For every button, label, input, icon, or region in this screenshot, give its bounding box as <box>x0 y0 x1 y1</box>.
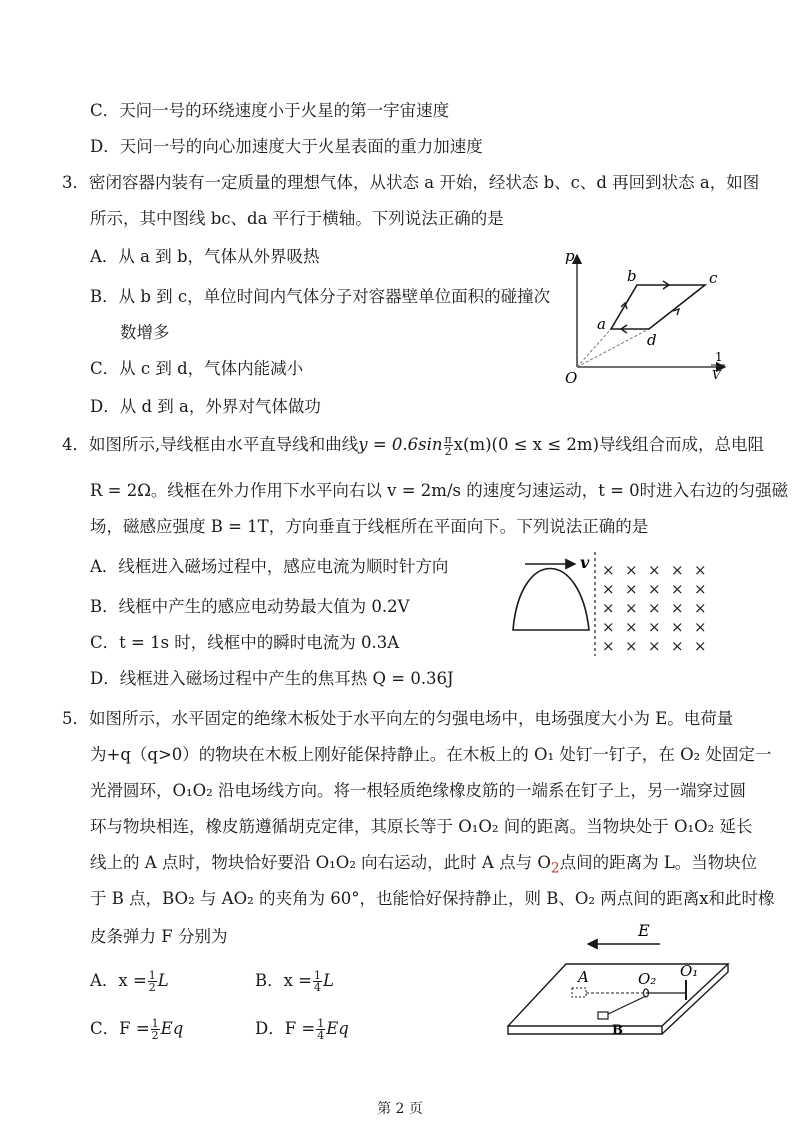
field-cross: × <box>694 580 707 598</box>
q4-stem-line2: R = 2Ω。线框在外力作用下水平向右以 v = 2m/s 的速度匀速运动，t = 0时进入右边的匀强磁 <box>90 481 789 500</box>
q4-field-diagram <box>505 548 730 660</box>
q3-dash-d <box>577 329 649 367</box>
q3-label-c: c <box>709 269 718 287</box>
q3-label-d: d <box>647 331 657 349</box>
q3-stem-line1: 3．密闭容器内装有一定质量的理想气体，从状态 a 开始，经状态 b、c、d 再回到状态 a，如图 <box>62 173 760 192</box>
field-cross: × <box>671 599 684 617</box>
q4-magnetic-field-crosses <box>602 561 707 655</box>
q5-stem-line6: 于 B 点，BO₂ 与 AO₂ 的夹角为 60°，也能恰好保持静止，则 B、O₂ 两点间的距离x和此时橡 <box>90 889 775 908</box>
field-cross: × <box>694 618 707 636</box>
q4-stem-line3: 场，磁感应强度 B = 1T，方向垂直于线框所在平面向下。下列说法正确的是 <box>90 517 649 536</box>
q3-label-x-num: 1 <box>715 350 723 364</box>
q5-block-b <box>598 1012 608 1019</box>
q5-stem-line4: 环与物块相连，橡皮筋遵循胡克定律，其原长等于 O₁O₂ 间的距离。当物块处于 O₁O₂ 延长 <box>90 817 753 836</box>
field-cross: × <box>671 580 684 598</box>
q5-stem-line1: 5．如图所示，水平固定的绝缘木板处于水平向左的匀强电场中，电场强度大小为 E。电荷量 <box>62 709 734 728</box>
q5-label-o2: O₂ <box>638 970 657 988</box>
field-cross: × <box>671 618 684 636</box>
q4-option-c: C．t = 1s 时，线框中的瞬时电流为 0.3A <box>90 633 400 652</box>
field-cross: × <box>648 637 661 655</box>
page-number: 第 2 页 <box>377 1101 423 1117</box>
q3-option-b-line2: 数增多 <box>120 323 170 342</box>
q3-label-b: b <box>627 267 637 285</box>
q5-label-b: B <box>612 1023 623 1038</box>
q5-stem-line5: 线上的 A 点时，物块恰好要沿 O₁O₂ 向右运动，此时 A 点与 $O_2$点间的距离为 L。当物块位 <box>90 853 758 877</box>
field-cross: × <box>648 599 661 617</box>
q4-label-v: v <box>580 553 590 572</box>
field-cross: × <box>625 637 638 655</box>
field-cross: × <box>602 561 615 579</box>
q4-option-a: A．线框进入磁场过程中，感应电流为顺时针方向 <box>90 557 449 576</box>
field-cross: × <box>625 599 638 617</box>
field-cross: × <box>671 637 684 655</box>
q5-stem-line3: 光滑圆环，O₁O₂ 沿电场线方向。将一根轻质绝缘橡皮筋的一端系在钉子上，另一端穿过圆 <box>90 781 747 800</box>
q3-option-a: A．从 a 到 b，气体从外界吸热 <box>90 247 320 266</box>
field-cross: × <box>648 618 661 636</box>
q4-stem-line1: 4．如图所示,导线框由水平直导线和曲线y = 0.6sin $\frac{\pi}{2}$ x(m)(0 ≤ x ≤ 2m)导线组合而成，总电阻 <box>62 433 765 458</box>
q5-option-b: B．x = $\frac{1}{4}$ L <box>255 969 334 994</box>
field-cross: × <box>671 561 684 579</box>
q4-option-b: B．线框中产生的感应电动势最大值为 0.2V <box>90 597 410 616</box>
q5-option-c: C．F = $\frac{1}{2}$ Eq <box>90 1017 184 1042</box>
field-cross: × <box>648 561 661 579</box>
q3-dash-a <box>577 329 611 367</box>
field-cross: × <box>602 637 615 655</box>
field-cross: × <box>694 637 707 655</box>
q3-pv-diagram <box>555 245 740 395</box>
q3-stem-line2: 所示，其中图线 bc、da 平行于横轴。下列说法正确的是 <box>90 209 504 228</box>
field-cross: × <box>602 599 615 617</box>
q5-stem-line7: 皮条弹力 F 分别为 <box>90 927 228 946</box>
q3-cycle <box>611 285 705 329</box>
field-cross: × <box>694 561 707 579</box>
q5-label-o1: O₁ <box>680 962 699 980</box>
q5-label-a: A <box>578 968 589 986</box>
q5-label-e: E <box>638 921 650 940</box>
field-cross: × <box>602 580 615 598</box>
q5-stem-line2: 为+q（q>0）的物块在木板上刚好能保持静止。在木板上的 O₁ 处钉一钉子，在 O₂ 处固定一 <box>90 745 772 764</box>
q5-band-to-b <box>606 996 646 1015</box>
q5-dashed-block-a <box>572 988 586 997</box>
q4-wire-frame <box>513 569 589 631</box>
q3-option-c: C．从 c 到 d，气体内能减小 <box>90 359 304 378</box>
q5-option-a: A．x = $\frac{1}{2}$ L <box>90 969 169 994</box>
q3-label-x-den: V <box>712 368 721 382</box>
field-cross: × <box>602 618 615 636</box>
field-cross: × <box>625 618 638 636</box>
q3-label-origin: O <box>565 369 578 387</box>
field-cross: × <box>625 561 638 579</box>
q3-label-p: p <box>565 247 575 265</box>
field-cross: × <box>625 580 638 598</box>
q3-option-b-line1: B．从 b 到 c，单位时间内气体分子对容器壁单位面积的碰撞次 <box>90 287 551 306</box>
q5-board-diagram <box>500 920 730 1048</box>
field-cross: × <box>694 599 707 617</box>
q3-option-d: D．从 d 到 a，外界对气体做功 <box>90 397 321 416</box>
q2-option-c: C．天问一号的环绕速度小于火星的第一宇宙速度 <box>90 101 450 120</box>
q3-label-a: a <box>597 315 606 333</box>
q2-option-d: D．天问一号的向心加速度大于火星表面的重力加速度 <box>90 137 483 156</box>
q5-option-d: D．F = $\frac{1}{4}$ Eq <box>255 1017 349 1042</box>
q4-option-d: D．线框进入磁场过程中产生的焦耳热 Q = 0.36J <box>90 669 454 688</box>
field-cross: × <box>648 580 661 598</box>
